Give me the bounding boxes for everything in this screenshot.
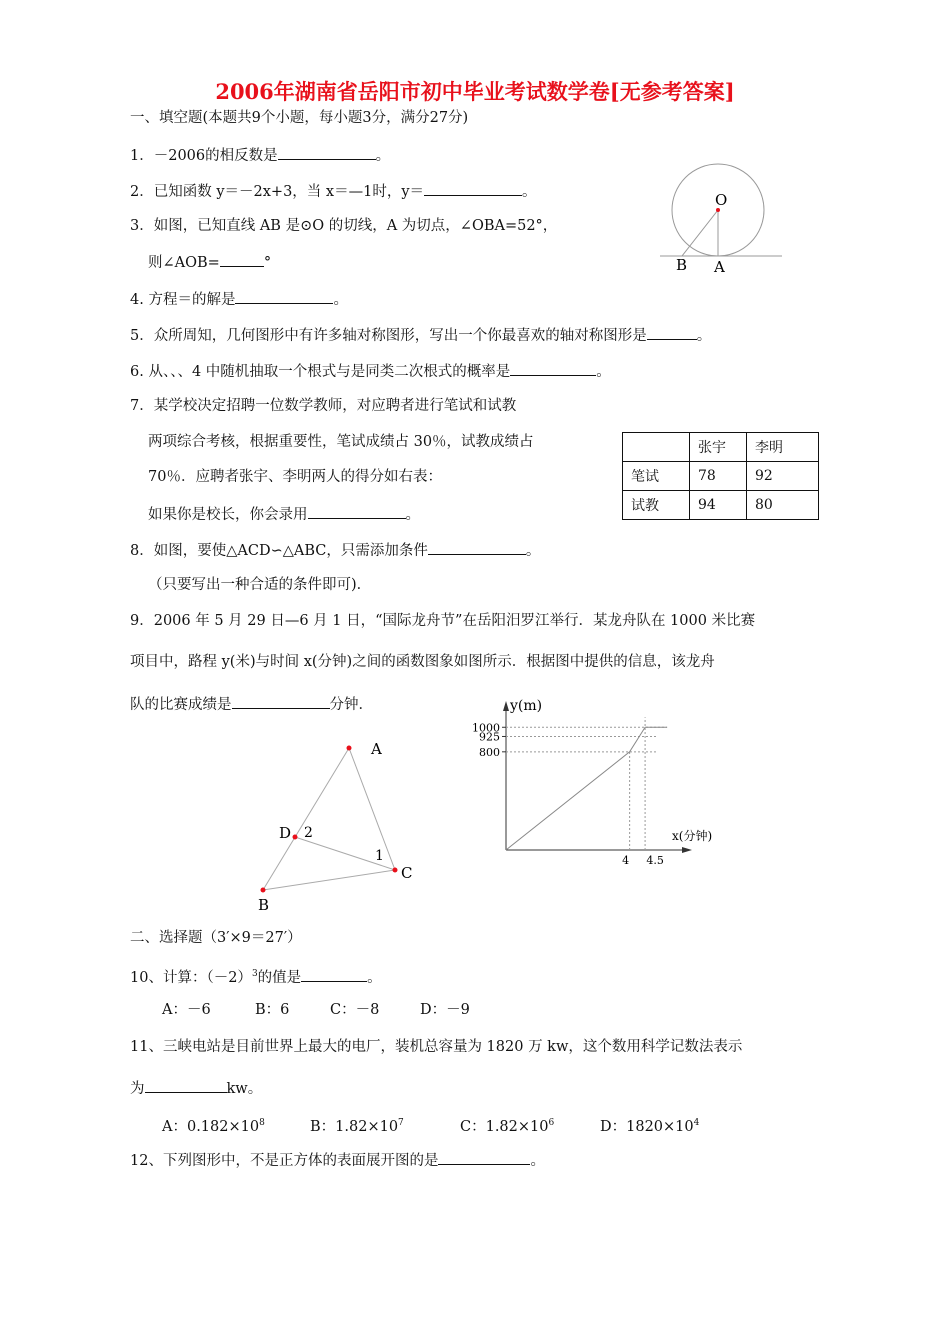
question-4-text: 4. 方程＝的解是 — [130, 292, 236, 308]
option-text: A：0.182×10 — [162, 1118, 260, 1135]
question-10 — [130, 964, 382, 988]
question-9-line2: 项目中，路程 y(米)与时间 x(分钟)之间的函数图象如图所示．根据图中提供的信息，该龙舟 — [130, 654, 715, 670]
question-10-tail: 的值是 — [257, 969, 302, 986]
exponent: 3 — [251, 969, 258, 979]
point-d — [293, 835, 298, 840]
question-5-text: 5．众所周知，几何图形中有许多轴对称图形，写出一个你最喜欢的轴对称图形是 — [130, 328, 647, 344]
q10-option-c[interactable]: C：－8 — [330, 1002, 380, 1018]
question-7-line3: 70％．应聘者张宇、李明两人的得分如右表： — [148, 469, 442, 485]
question-2-text: 2．已知函数 y＝－2x+3，当 x＝—1时，y＝ — [130, 184, 425, 200]
question-9c-text: 队的比赛成绩是 — [130, 697, 232, 713]
answer-blank[interactable] — [220, 251, 264, 267]
exponent: 4 — [693, 1118, 700, 1128]
question-11-line2 — [130, 1077, 262, 1099]
question-6-text: 6. 从、、、4 中随机抽取一个根式与是同类二次根式的概率是 — [130, 364, 511, 380]
section2-heading: 二、选择题（3′×9＝27′） — [130, 930, 302, 946]
table-row — [623, 491, 819, 520]
table-cell: 78 — [690, 462, 747, 491]
label-a: A — [371, 740, 382, 758]
table-cell: 笔试 — [623, 462, 690, 491]
q10-option-b[interactable]: B：6 — [255, 1002, 290, 1018]
option-text: D：1820×10 — [600, 1118, 694, 1135]
period: 。 — [405, 507, 420, 523]
score-table — [622, 432, 819, 520]
label-b: B — [676, 256, 688, 274]
question-9-line1: 9．2006 年 5 月 29 日—6 月 1 日，“国际龙舟节”在岳阳汨罗江举行．某龙舟队在 1000 米比赛 — [130, 613, 756, 629]
q11-option-b[interactable] — [310, 1113, 404, 1137]
answer-blank[interactable] — [308, 503, 406, 519]
question-3-line2 — [148, 251, 271, 273]
y-tick-label: 925 — [479, 730, 500, 744]
section1-heading: 一、填空题(本题共9个小题，每小题3分，满分27分) — [130, 110, 469, 126]
period: 。 — [696, 328, 712, 344]
answer-blank[interactable] — [145, 1077, 227, 1093]
exponent: 7 — [398, 1118, 404, 1128]
point-a — [347, 746, 352, 751]
y-tick-label: 1000 — [472, 721, 500, 735]
distance-time-chart — [470, 695, 730, 875]
point-c — [393, 868, 398, 873]
question-12 — [130, 1149, 545, 1171]
answer-blank[interactable] — [510, 360, 596, 376]
question-2 — [130, 180, 537, 202]
answer-blank[interactable] — [647, 324, 697, 340]
question-7d-text: 如果你是校长，你会录用 — [148, 507, 308, 523]
x-tick-label: 4.5 — [646, 854, 664, 867]
unit-kw: kw。 — [226, 1081, 263, 1097]
table-header-cell: 李明 — [747, 433, 819, 462]
option-text: B：1.82×10 — [310, 1118, 399, 1135]
question-5 — [130, 324, 711, 346]
table-cell: 80 — [747, 491, 819, 520]
segment-ob — [682, 210, 718, 256]
question-10-text: 10、计算：（－2） — [130, 969, 252, 986]
answer-blank[interactable] — [301, 966, 367, 982]
period: 。 — [530, 1153, 545, 1169]
table-cell: 94 — [690, 491, 747, 520]
triangle-figure — [245, 730, 435, 920]
label-c: C — [401, 864, 413, 882]
period: 。 — [367, 969, 382, 986]
question-11-line1: 11、三峡电站是目前世界上最大的电厂，装机总容量为 1820 万 kw，这个数用科学记数法表示 — [130, 1039, 743, 1055]
q11-option-c[interactable] — [460, 1113, 554, 1137]
triangle-abc — [263, 748, 395, 890]
option-text: C：1.82×10 — [460, 1118, 549, 1135]
question-4 — [130, 288, 348, 310]
question-11b-text: 为 — [130, 1081, 145, 1097]
question-7-line2: 两项综合考核，根据重要性，笔试成绩占 30％，试教成绩占 — [148, 434, 534, 450]
question-7-line4 — [148, 503, 420, 525]
period: 。 — [525, 543, 541, 559]
q10-option-a[interactable]: A：－6 — [162, 1002, 211, 1018]
period: 。 — [522, 184, 537, 200]
question-9-line3 — [130, 693, 373, 715]
answer-blank[interactable] — [235, 288, 333, 304]
point-b — [261, 888, 266, 893]
answer-blank[interactable] — [232, 693, 330, 709]
y-tick-label: 800 — [479, 745, 500, 759]
exponent: 8 — [259, 1118, 265, 1128]
table-header-cell: 张宇 — [690, 433, 747, 462]
q10-option-d[interactable]: D：－9 — [420, 1002, 470, 1018]
y-axis-label: y(m) — [510, 698, 543, 714]
period: 。 — [596, 364, 611, 380]
question-1 — [130, 144, 390, 166]
page-title: 2006年湖南省岳阳市初中毕业考试数学卷[无参考答案] — [215, 79, 735, 104]
q11-option-a[interactable] — [162, 1113, 265, 1137]
table-header-cell — [623, 433, 690, 462]
period: 。 — [333, 292, 348, 308]
label-a: A — [714, 258, 725, 276]
table-row — [623, 462, 819, 491]
question-12-text: 12、下列图形中，不是正方体的表面展开图的是 — [130, 1153, 439, 1169]
x-tick-label: 4 — [622, 854, 630, 867]
answer-blank[interactable] — [424, 180, 522, 196]
circle-tangent-figure — [660, 160, 790, 280]
x-axis-label: x(分钟) — [672, 829, 713, 843]
x-axis-arrow-icon — [682, 847, 692, 853]
q11-option-d[interactable] — [600, 1113, 699, 1137]
series-line — [506, 727, 645, 850]
answer-blank[interactable] — [438, 1149, 530, 1165]
question-3b-text: 则∠AOB= — [148, 255, 220, 271]
question-7-line1: 7．某学校决定招聘一位数学教师，对应聘者进行笔试和试教 — [130, 398, 517, 414]
angle-1-label: 1 — [375, 848, 384, 864]
question-3-line1: 3．如图，已知直线 AB 是⊙O 的切线，A 为切点，∠OBA=52°， — [130, 218, 558, 234]
question-1-text: 1．－2006的相反数是 — [130, 148, 278, 164]
angle-2-label: 2 — [304, 825, 313, 841]
period: 。 — [375, 148, 391, 164]
answer-blank[interactable] — [428, 539, 526, 555]
answer-blank[interactable] — [278, 144, 376, 160]
question-8-line1 — [130, 539, 540, 561]
label-o: O — [715, 191, 728, 209]
y-axis-arrow-icon — [503, 701, 509, 711]
label-b: B — [258, 896, 270, 914]
question-8-line2: （只要写出一种合适的条件即可)． — [148, 577, 372, 593]
question-6 — [130, 360, 611, 382]
table-cell: 试教 — [623, 491, 690, 520]
degree-unit: ° — [263, 255, 272, 271]
question-8-text: 8．如图，要使△ACD∽△ABC，只需添加条件 — [130, 543, 428, 559]
table-row — [623, 433, 819, 462]
label-d: D — [279, 824, 292, 842]
exponent: 6 — [548, 1118, 555, 1128]
minutes-unit: 分钟． — [329, 697, 373, 713]
table-cell: 92 — [747, 462, 819, 491]
